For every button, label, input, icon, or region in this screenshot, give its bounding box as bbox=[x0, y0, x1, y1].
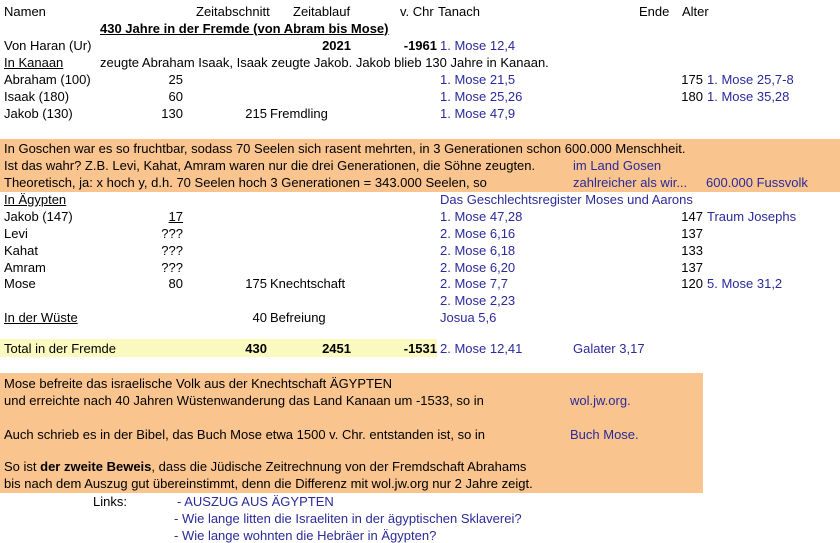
row-in-aegypten bbox=[0, 192, 840, 209]
cell-alter: 137 bbox=[681, 260, 703, 275]
cell-total-vchr: -1531 bbox=[403, 341, 437, 356]
row-total bbox=[0, 341, 840, 358]
row-jakob bbox=[0, 106, 840, 123]
cell-alter-note: Traum Josephs bbox=[707, 209, 797, 224]
cell-name: Abraham (100) bbox=[4, 72, 91, 87]
cell-zeitablauf: 2021 bbox=[322, 38, 351, 53]
row-in-der-wueste bbox=[0, 310, 840, 327]
row-in-kanaan bbox=[0, 55, 840, 72]
conclusion-line-3 bbox=[0, 427, 840, 444]
cell-total-zeitabschnitt: 430 bbox=[245, 341, 267, 356]
conclusion-line-5 bbox=[0, 476, 840, 493]
goschen-text-3: Theoretisch, ja: x hoch y, d.h. 70 Seelen hoch 3 Generationen = 343.000 Seelen, so bbox=[4, 175, 487, 190]
cell-summe: 40 bbox=[252, 310, 267, 325]
cell-tanach-ref: 1. Mose 25,26 bbox=[440, 89, 523, 104]
cell-tanach-ref: 1. Mose 47,28 bbox=[440, 209, 523, 224]
col-header-namen: Namen bbox=[4, 4, 46, 19]
col-header-zeitabschnitt: Zeitabschnitt bbox=[196, 4, 270, 19]
cell-alter: 180 bbox=[681, 89, 703, 104]
row-mose-ref2 bbox=[0, 293, 840, 310]
wol-jw-org-link[interactable]: wol.jw.org. bbox=[570, 393, 631, 408]
cell-jahre: 25 bbox=[168, 72, 183, 87]
cell-name: Levi bbox=[4, 226, 28, 241]
cell-note: Das Geschlechtsregister Moses und Aarons bbox=[440, 192, 693, 207]
row-von-haran bbox=[0, 38, 840, 55]
conclusion-text-4 bbox=[4, 459, 526, 474]
cell-name: Mose bbox=[4, 276, 36, 291]
cell-name: Isaak (180) bbox=[4, 89, 70, 104]
row-abraham bbox=[0, 72, 840, 89]
row-isaak bbox=[0, 89, 840, 106]
cell-total-zeitablauf: 2451 bbox=[322, 341, 351, 356]
cell-jahre: ??? bbox=[161, 243, 183, 258]
row-amram bbox=[0, 260, 840, 277]
cell-tanach-ref: 2. Mose 12,41 bbox=[440, 341, 523, 356]
row-jakob-147 bbox=[0, 209, 840, 226]
cell-alter: 175 bbox=[681, 72, 703, 87]
links-row-3 bbox=[0, 528, 840, 543]
cell-section-name: In Kanaan bbox=[4, 55, 64, 70]
cell-name: Von Haran (Ur) bbox=[4, 38, 92, 53]
row-levi bbox=[0, 226, 840, 243]
cell-tanach-ref: 2. Mose 6,20 bbox=[440, 260, 516, 275]
cell-name: Jakob (130) bbox=[4, 106, 73, 121]
buch-mose-link[interactable]: Buch Mose. bbox=[570, 427, 639, 442]
col-header-alter: Alter bbox=[682, 4, 709, 19]
link-israeliten-sklaverei[interactable]: - Wie lange litten die Israeliten in der ägyptischen Sklaverei? bbox=[174, 511, 522, 526]
col-header-tanach: Tanach bbox=[438, 4, 480, 19]
cell-jahre: ??? bbox=[161, 260, 183, 275]
cell-section-name: In Ägypten bbox=[4, 192, 67, 207]
cell-name: Amram bbox=[4, 260, 46, 275]
cell-total-label: Total in der Fremde bbox=[4, 341, 116, 356]
conclusion-line-4 bbox=[0, 459, 840, 476]
column-header-row bbox=[0, 4, 840, 21]
cell-tanach-ref: 2. Mose 6,18 bbox=[440, 243, 516, 258]
goschen-text-2: Ist das wahr? Z.B. Levi, Kahat, Amram waren nur die drei Generationen, die Söhne zeugten. bbox=[4, 158, 536, 173]
conclusion-text-2: und erreichte nach 40 Jahren Wüstenwanderung das Land Kanaan um -1533, so in bbox=[4, 393, 484, 408]
cell-note: zeugte Abraham Isaak, Isaak zeugte Jakob. Jakob blieb 130 Jahre in Kanaan. bbox=[100, 55, 549, 70]
cell-jahre: 80 bbox=[168, 276, 183, 291]
cell-jahre: 60 bbox=[168, 89, 183, 104]
cell-label: Fremdling bbox=[270, 106, 328, 121]
cell-name: Kahat bbox=[4, 243, 38, 258]
cell-alter-ref: 1. Mose 35,28 bbox=[707, 89, 790, 104]
cell-alter: 147 bbox=[681, 209, 703, 224]
cell-tanach-ref: 2. Mose 6,16 bbox=[440, 226, 516, 241]
conclusion-text-5: bis nach dem Auszug gut übereinstimmt, denn die Differenz mit wol.jw.org nur 2 Jahre zeigt. bbox=[4, 476, 533, 491]
cell-galater-ref: Galater 3,17 bbox=[573, 341, 645, 356]
cell-alter: 133 bbox=[681, 243, 703, 258]
cell-alter-ref: 1. Mose 25,7-8 bbox=[707, 72, 794, 87]
col-header-vchr: v. Chr bbox=[400, 4, 434, 19]
cell-alter-ref: 5. Mose 31,2 bbox=[707, 276, 783, 291]
goschen-note-gosen: im Land Gosen bbox=[573, 158, 662, 173]
cell-vchr: -1961 bbox=[403, 38, 437, 53]
cell-alter: 120 bbox=[681, 276, 703, 291]
cell-tanach-ref: 1. Mose 12,4 bbox=[440, 38, 516, 53]
title-row bbox=[0, 21, 840, 38]
goschen-note-zahlreicher: zahlreicher als wir... bbox=[573, 175, 688, 190]
conclusion-text-1: Mose befreite das israelische Volk aus der Knechtschaft ÄGYPTEN bbox=[4, 376, 393, 391]
goschen-text-1: In Goschen war es so fruchtbar, sodass 70 Seelen sich rasent mehrten, in 3 Generationen schon 600.000 Menschheit. bbox=[4, 141, 686, 156]
goschen-note-fussvolk: 600.000 Fussvolk bbox=[706, 175, 808, 190]
goschen-line-1 bbox=[0, 141, 840, 158]
cell-tanach-ref: 1. Mose 47,9 bbox=[440, 106, 516, 121]
links-row-2 bbox=[0, 511, 840, 528]
cell-jahre: 17 bbox=[168, 209, 183, 224]
cell-jahre: 130 bbox=[161, 106, 183, 121]
cell-label: Knechtschaft bbox=[270, 276, 346, 291]
cell-summe: 215 bbox=[245, 106, 267, 121]
cell-tanach-ref: 2. Mose 7,7 bbox=[440, 276, 508, 291]
conclusion-text-3: Auch schrieb es in der Bibel, das Buch Mose etwa 1500 v. Chr. entstanden ist, so in bbox=[4, 427, 486, 442]
conclusion-text-4-pre: So ist bbox=[4, 459, 41, 474]
cell-name: Jakob (147) bbox=[4, 209, 73, 224]
conclusion-line-1 bbox=[0, 376, 840, 393]
row-kahat bbox=[0, 243, 840, 260]
links-label: Links: bbox=[93, 494, 127, 509]
row-mose bbox=[0, 276, 840, 293]
col-header-ende: Ende bbox=[639, 4, 670, 19]
link-hebraeer-aegypten[interactable]: - Wie lange wohnten die Hebräer in Ägypten? bbox=[174, 528, 437, 543]
page-title: 430 Jahre in der Fremde (von Abram bis Mose) bbox=[100, 21, 389, 36]
cell-section-name: In der Wüste bbox=[4, 310, 78, 325]
cell-summe: 175 bbox=[245, 276, 267, 291]
goschen-line-2 bbox=[0, 158, 840, 175]
conclusion-line-2 bbox=[0, 393, 840, 410]
cell-tanach-ref: Josua 5,6 bbox=[440, 310, 497, 325]
cell-tanach-ref: 2. Mose 2,23 bbox=[440, 293, 516, 308]
goschen-line-3 bbox=[0, 175, 840, 192]
cell-label: Befreiung bbox=[270, 310, 326, 325]
cell-alter: 137 bbox=[681, 226, 703, 241]
conclusion-text-4-post: , dass die Jüdische Zeitrechnung von der Fremdschaft Abrahams bbox=[151, 459, 527, 474]
cell-tanach-ref: 1. Mose 21,5 bbox=[440, 72, 516, 87]
links-row-1 bbox=[0, 494, 840, 511]
conclusion-text-4-bold: der zweite Beweis bbox=[40, 459, 152, 474]
link-auszug-aus-aegypten[interactable]: - AUSZUG AUS ÄGYPTEN bbox=[177, 494, 334, 509]
cell-jahre: ??? bbox=[161, 226, 183, 241]
col-header-zeitablauf: Zeitablauf bbox=[293, 4, 351, 19]
